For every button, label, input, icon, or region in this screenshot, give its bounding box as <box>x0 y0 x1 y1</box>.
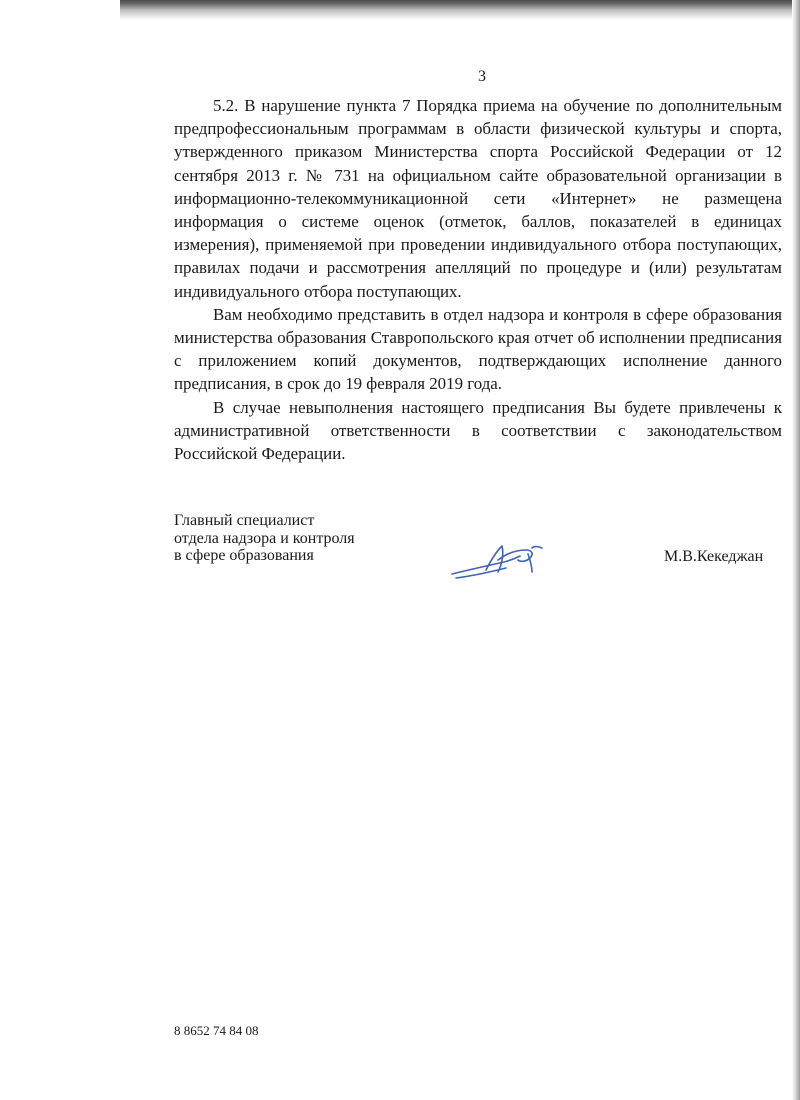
position-line: отдела надзора и контроля <box>174 529 355 547</box>
contact-phone: 8 8652 74 84 08 <box>174 1023 259 1038</box>
position-line: Главный специалист <box>174 512 315 529</box>
paragraph-violation: 5.2. В нарушение пункта 7 Порядка приема на обучение по дополнительным предпрофессиональным программам в области физической культуры и спорта, утвержденного приказом Министерства спорта Российской Федерации от 12 сентября 2013 г. № 731 на официальном сайте образовательной организации в информационно-телекоммуникационной сети «Интернет» не размещена информация о системе оценок (отметок, баллов, показателей в единицах измерения), применяемой при проведении индивидуального отбора поступающих, правилах подачи и рассмотрения апелляций по процедуре и (или) результатам индивидуального отбора поступающих. <box>174 96 782 301</box>
signer-name: М.В.Кекеджан <box>664 548 764 565</box>
paragraph-liability-warning: В случае невыполнения настоящего предписания Вы будете привлечены к административной ответственности в соответствии с законодательством Российской Федерации. <box>174 397 782 464</box>
document-body <box>174 94 782 465</box>
scan-shadow-top <box>120 0 800 20</box>
position-line: в сфере образования <box>174 547 314 564</box>
scan-shadow-right <box>792 0 800 1100</box>
page-number: 3 <box>478 68 486 85</box>
handwritten-signature <box>446 536 566 586</box>
signatory-position <box>174 512 355 565</box>
paragraph-report-requirement: Вам необходимо представить в отдел надзора и контроля в сфере образования министерства образования Ставропольского края отчет об исполнении предписания с приложением копий документов, подтверждающих исполнение данного предписания, в срок до 19 февраля 2019 года. <box>174 304 782 394</box>
